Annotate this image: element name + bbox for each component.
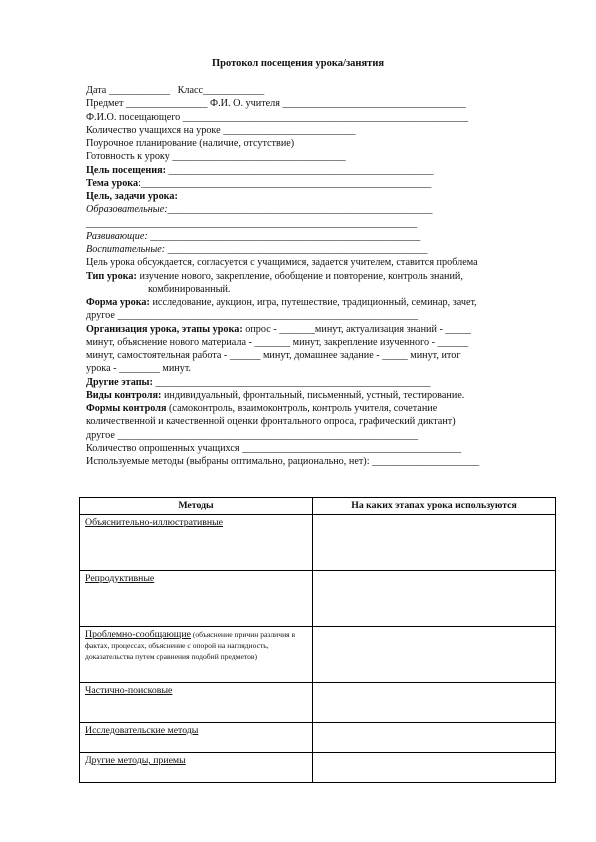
lesson-type-options: изучение нового, закрепление, обобщение и повторение, контроль знаний, [136,270,463,282]
control-forms-label: Формы контроля [86,403,167,414]
control-types-options: индивидуальный, фронтальный, письменный, устный, тестирование. [161,389,465,401]
stages-cell[interactable] [313,515,556,571]
table-row [80,515,556,571]
surveyed-count-field[interactable]: Количество опрошенных учащихся ___________________________________________ [86,442,462,454]
stages-line-4[interactable]: урока - ________ минут. [86,363,192,375]
students-count-field[interactable]: Количество учащихся на уроке __________________________ [86,124,356,136]
table-header-row [80,498,556,515]
control-types-label: Виды контроля: [86,389,162,401]
stages-cell[interactable] [313,627,556,683]
visit-goal-label: Цель посещения: [86,164,166,176]
other-stages-field[interactable] [86,376,556,389]
goals-heading: Цель, задачи урока: [86,191,178,202]
method-note: (объяснение причин различия в фактах, процессах, объяснение с опорой на наглядность, доказательства путем сравнения подобий предметов) [85,630,296,661]
method-label: Репродуктивные [85,573,155,584]
visitor-field[interactable]: Ф.И.О. посещающего ________________________________________________________ [86,111,469,123]
stages-cell[interactable] [313,571,556,627]
lesson-topic-blank: :_________________________________________________________ [138,177,432,189]
method-cell [80,683,313,723]
goal-discussion-line: Цель урока обсуждается, согласуется с учащимися, задается учителем, ставится проблема [86,257,478,269]
developing-label: Развивающие: [86,230,148,242]
table-row [80,683,556,723]
stages-label: Организация урока, этапы урока: [86,323,243,335]
date-class-line [86,84,556,97]
methods-used-field[interactable]: Используемые методы (выбраны оптимально, рационально, нет): _____________________ [86,456,480,467]
methods-table [79,497,556,783]
other-stages-blank: ______________________________________________________ [152,376,431,388]
stages-line[interactable] [86,323,556,336]
visit-goal-blank: ____________________________________________________ [166,164,434,176]
visit-goal-field[interactable] [86,164,556,177]
upbringing-label: Воспитательные: [86,244,166,255]
method-cell [80,723,313,753]
lesson-form-line [86,296,556,309]
planning-line: Поурочное планирование (наличие, отсутствие) [86,138,295,149]
upbringing-field[interactable] [86,243,556,256]
control-forms-options: (самоконтроль, взаимоконтроль, контроль учителя, сочетание [166,403,438,414]
stages-line-3[interactable]: минут, самостоятельная работа - ______ минут, домашнее задание - _____ минут, итог [86,350,461,361]
table-row [80,571,556,627]
stages-text: опрос - _______минут, актуализация знаний - _____ [242,323,471,335]
table-row [80,723,556,753]
lesson-type-continuation: комбинированный. [148,283,231,295]
date-field[interactable]: Дата ____________ [86,85,170,96]
educational-extra-line[interactable]: _________________________________________________________________ [86,217,418,229]
form-lines [86,84,556,468]
lesson-form-options: исследование, аукцион, игра, путешествие, традиционный, семинар, зачет, [149,297,477,308]
method-label: Исследовательские методы [85,725,199,736]
control-other-field[interactable]: другое ___________________________________________________________ [86,429,418,441]
educational-field[interactable] [86,203,556,216]
method-cell [80,515,313,571]
control-forms-continuation: количественной и качественной оценки фронтального опроса, графический диктант) [86,416,456,428]
page-title: Протокол посещения урока/занятия [211,58,385,69]
lesson-type-label: Тип урока: [86,270,137,282]
developing-blank: _____________________________________________________ [147,230,421,242]
lesson-topic-field[interactable] [86,177,556,190]
stages-line-2[interactable]: минут, объяснение нового материала - _______ минут, закрепление изученного - ______ [86,336,469,348]
stages-column-header: На каких этапах урока используются [313,498,556,515]
table-row [80,753,556,783]
other-stages-label: Другие этапы: [86,376,153,388]
methods-column-header: Методы [80,498,313,515]
stages-cell[interactable] [313,723,556,753]
method-label: Частично-поисковые [85,685,173,696]
method-cell [80,627,313,683]
method-label: Проблемно-сообщающие [85,629,191,640]
educational-label: Образовательные: [86,204,168,216]
stages-cell[interactable] [313,753,556,783]
method-label: Другие методы, приемы [85,755,186,766]
lesson-type-line [86,270,556,283]
control-types-line [86,389,556,402]
subject-teacher-field[interactable]: Предмет ________________ Ф.И. О. учителя ____________________________________ [86,98,466,110]
method-cell [80,753,313,783]
class-field[interactable]: Класс____________ [177,85,265,96]
lesson-form-label: Форма урока: [86,297,150,308]
table-row [80,627,556,683]
method-cell [80,571,313,627]
lesson-topic-label: Тема урока [86,177,139,189]
educational-blank: ____________________________________________________ [167,204,433,216]
method-label: Объяснительно-иллюстративные [85,517,224,528]
stages-cell[interactable] [313,683,556,723]
developing-field[interactable] [86,230,556,243]
control-forms-line [86,402,556,415]
lesson-form-other-field[interactable]: другое ___________________________________________________________ [86,310,418,322]
readiness-field[interactable]: Готовность к уроку __________________________________ [86,151,346,163]
upbringing-blank: ___________________________________________________ [165,244,428,255]
